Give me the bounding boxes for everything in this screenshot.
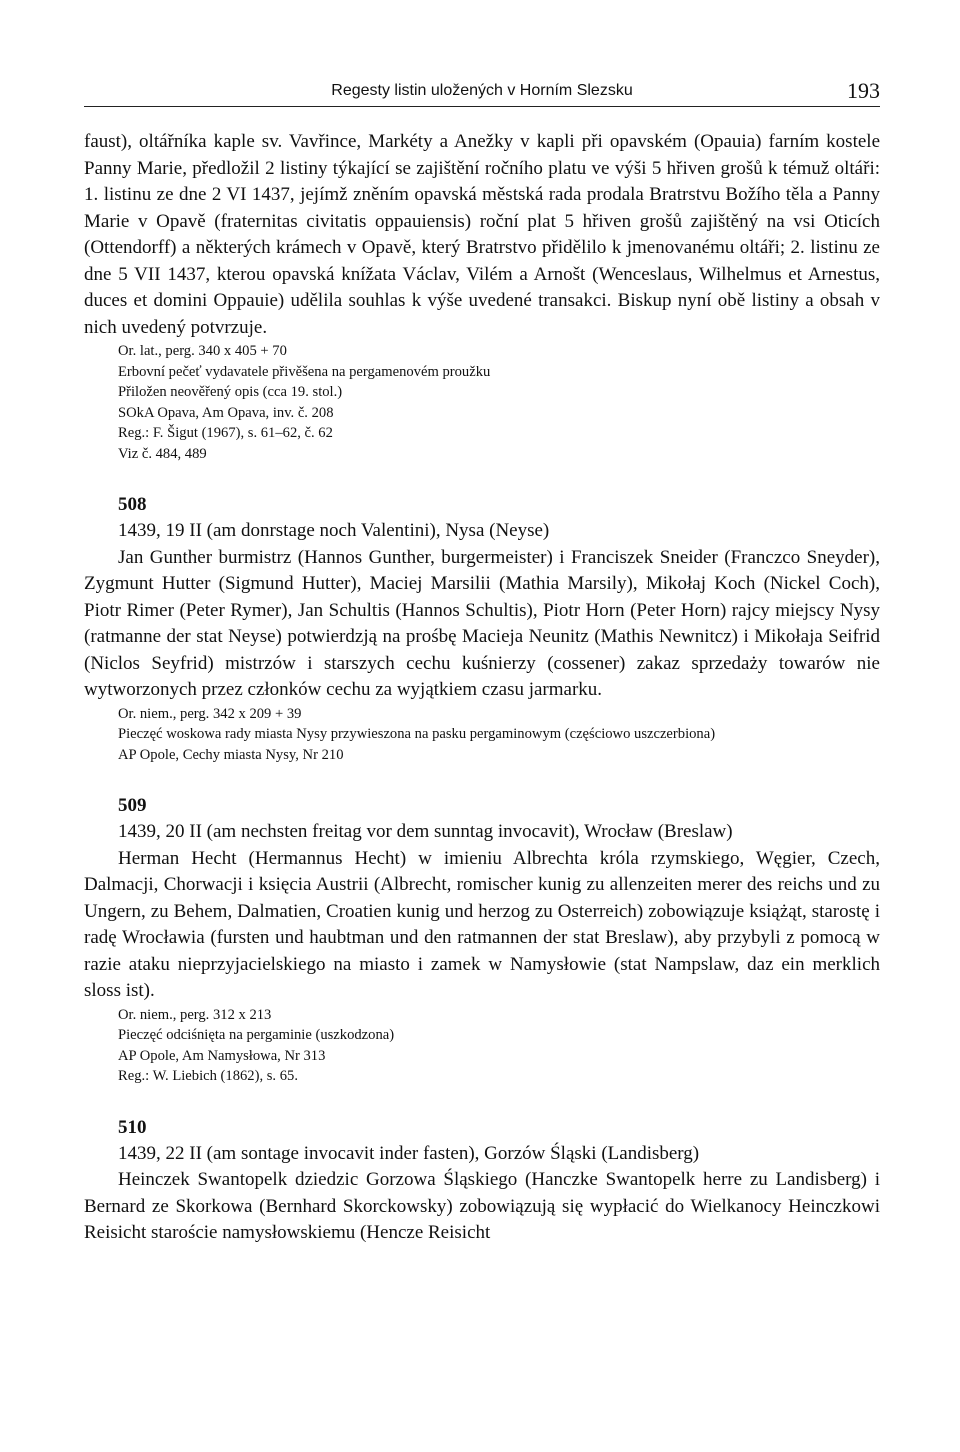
entry-date-line: 1439, 19 II (am donrstage noch Valentini), Nysa (Neyse) [118,520,550,541]
meta-line: Or. niem., perg. 312 x 213 [118,1006,272,1023]
running-header [84,72,880,107]
meta-line: SOkA Opava, Am Opava, inv. č. 208 [118,404,334,421]
page-number: 193 [847,78,880,103]
entry-text: Heinczek Swantopelk dziedzic Gorzowa Śląskiego (Hanczke Swantopelk herre zu Landisberg) i Bernard ze Skorkowa (Bernhard Skorckowsky) zobowiązują się wypłacić do Wielkanocy Heinczkowi Reisicht staroście namysłowskiemu (Hencze Reisicht [84,1169,880,1243]
meta-line: Pieczęć woskowa rady miasta Nysy przywieszona na pasku pergaminowym (częściowo uszczerbiona) [118,726,716,742]
meta-line: Erbovní pečeť vydavatele přivěšena na pergamenovém proužku [118,363,491,380]
entry-date-line: 1439, 20 II (am nechsten freitag vor dem sunntag invocavit), Wrocław (Breslaw) [118,821,733,842]
meta-line: Or. niem., perg. 342 x 209 + 39 [118,705,302,722]
meta-line: Reg.: F. Šigut (1967), s. 61–62, č. 62 [118,425,333,441]
continuation-paragraph: faust), oltářníka kaple sv. Vavřince, Markéty a Anežky v kapli při opavském (Opauia) farním kostele Panny Marie, předložil 2 listiny týkající se zajištění ročního platu ve výši 5 hřiven grošů k témuž oltáři: 1. listinu ze dne 2 VI 1437, jejímž zněním opavská městská rada prodala Bratrstvu Božího těla a Panny Marie v Opavě (fraternitas civitatis oppauiensis) roční plat 5 hřiven grošů zajištěný na vsi Oticích (Ottendorff) a některých krámech v Opavě, který Bratrstvo přidělilo k jmenovanému oltáři; 2. listinu ze dne 5 VII 1437, kterou opavská knížata Václav, Vilém a Arnošt (Wenceslaus, Wilhelmus et Arnestus, duces et domini Oppauie) udělila souhlas k výše uvedené transakci. Biskup nyní obě listiny a obsah v nich uvedený potvrzuje. [84,131,880,338]
running-title: Regesty listin uložených v Horním Slezsku [331,82,633,99]
meta-line: Reg.: W. Liebich (1862), s. 65. [118,1068,298,1084]
entry-text: Jan Gunther burmistrz (Hannos Gunther, burgermeister) i Franciszek Sneider (Franczco Sneyder), Zygmunt Hutter (Sigmund Hutter), Maciej Marsilii (Mathia Marsily), Mikołaj Koch (Nickel Coch), Piotr Rimer (Peter Rymer), Jan Schultis (Hannos Schultis), Piotr Horn (Peter Horn) rajcy miejscy Nysy (ratmanne der stat Neyse) potwierdzją na prośbę Macieja Neunitz (Mathis Newnitcz) i Mikołaja Seifrid (Niclos Seyfrid) mistrzów i starszych cechu kuśnierzy (cossener) zakaz sprzedaży towarów nie wytworzonych przez członków cechu za wyjątkiem czasu jarmarku. [84,546,880,700]
entry-text: Herman Hecht (Hermannus Hecht) w imieniu Albrechta króla rzymskiego, Węgier, Czech, Dalmacji, Chorwacji i księcia Austrii (Albrecht, romischer kunig zu allenzeiten merer des reichs und zu Ungern, zu Behem, Dalmatien, Croatien kunig und herzog zu Osterreich) zobowiązuje książąt, starostę i radę Wrocławia (fursten und haubtman und den ratmannen der stat Breslaw), aby przybyli z pomocą w razie ataku nieprzyjacielskiego na miasto i zamek w Namysłowie (stat Nampslaw, daz ein merklich sloss ist). [84,847,880,1001]
entry-number: 509 [118,795,147,816]
entry-date-line: 1439, 22 II (am sontage invocavit inder fasten), Gorzów Śląski (Landisberg) [118,1142,700,1164]
document-page [84,72,880,1247]
regest-entry [84,1115,880,1247]
meta-line: Přiložen neověřený opis (cca 19. stol.) [118,384,343,400]
meta-line: Or. lat., perg. 340 x 405 + 70 [118,343,287,359]
meta-line: AP Opole, Cechy miasta Nysy, Nr 210 [118,746,344,763]
meta-line: Viz č. 484, 489 [118,445,207,462]
meta-line: Pieczęć odciśnięta na pergaminie (uszkodzona) [118,1027,395,1043]
meta-line: AP Opole, Am Namysłowa, Nr 313 [118,1047,326,1064]
regest-entry [84,793,880,1087]
continuation-meta [84,341,880,464]
entry-number: 510 [118,1116,147,1138]
entry-number: 508 [118,494,147,515]
regest-entry [84,492,880,765]
